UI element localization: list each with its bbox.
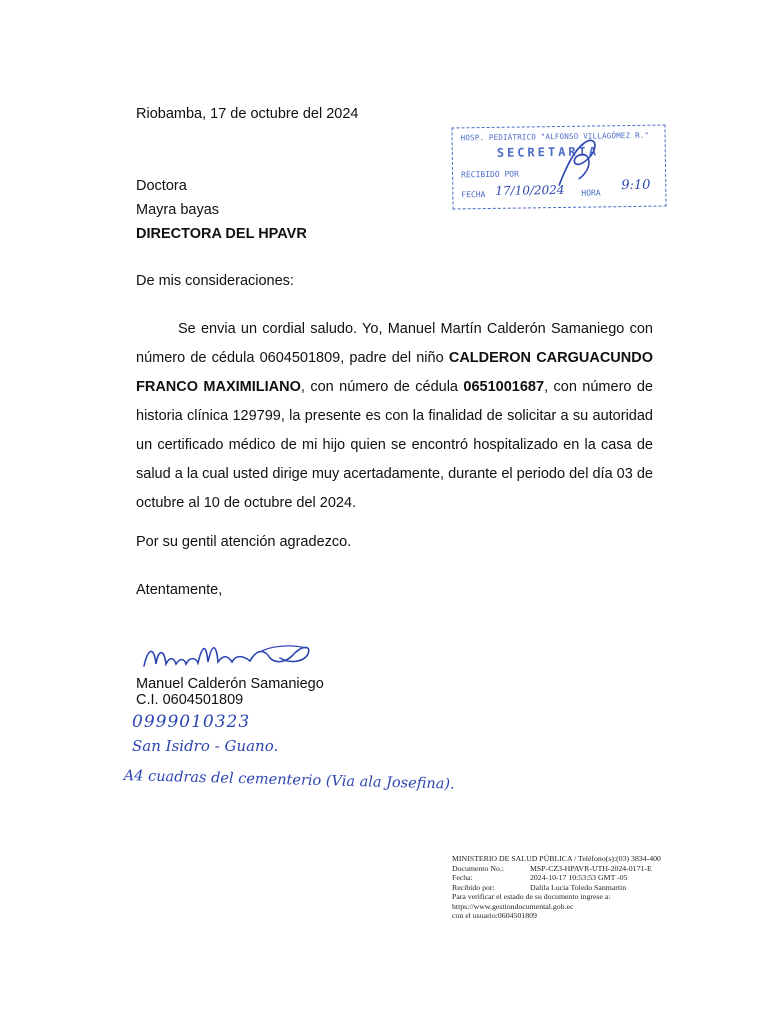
footer-received-value: Dalila Lucia Toledo Sanmartin <box>530 882 627 892</box>
stamp-date-value: 17/10/2024 <box>495 182 565 198</box>
child-name: CALDERON CARGUACUNDO FRANCO MAXIMILIANO <box>136 350 653 395</box>
footer-doc-label: Documento No.: <box>452 863 504 873</box>
recipient-role: DIRECTORA DEL HPAVR <box>136 226 307 242</box>
thanks-line: Por su gentil atención agradezco. <box>136 534 352 550</box>
handwritten-address-1: San Isidro - Guano. <box>132 737 279 755</box>
signature <box>140 636 320 676</box>
letter-body <box>136 315 653 518</box>
body-part-1: Se envia un cordial saludo. Yo, Manuel Martín Calderón Samaniego con número de cédula 0604501809, padre del niño <box>136 321 653 366</box>
place-date: Riobamba, 17 de octubre del 2024 <box>136 106 359 122</box>
footer-date-value: 2024-10-17 10:53:53 GMT -05 <box>530 873 628 882</box>
footer-doc-row <box>452 864 692 874</box>
recipient-name: Mayra bayas <box>136 202 220 218</box>
footer-received-label: Recibido por: <box>452 882 495 892</box>
child-id: 0651001687 <box>463 379 545 395</box>
body-part-3: , con número de historia clínica 129799, la presente es con la finalidad de solicitar a su autoridad un certificado médico de mi hijo quien se encontró hospitalizado en la casa de salud a la cual usted dirige muy acertadamente, durante el periodo del día 03 de octubre al 10 de octubre del 2024. <box>136 379 653 511</box>
stamp-time-label: HORA <box>581 188 601 198</box>
stamp-time-value: 9:10 <box>621 177 651 194</box>
body-part-2: , con número de cédula <box>300 379 464 395</box>
stamp-received-label: RECIBIDO POR <box>461 169 519 180</box>
greeting: De mis consideraciones: <box>136 273 294 289</box>
footer-verify: Para verificar el estado de su documento ingrese a: <box>452 892 611 901</box>
recipient-title: Doctora <box>136 178 187 194</box>
closing: Atentamente, <box>136 582 223 598</box>
stamp-date-label: FECHA <box>461 190 486 200</box>
handwritten-phone: 0999010323 <box>132 712 251 732</box>
reception-stamp <box>451 125 666 210</box>
stamp-initials <box>549 134 610 191</box>
signer-name: Manuel Calderón Samaniego <box>136 676 324 692</box>
signature-scribble <box>140 636 320 676</box>
footer-user: con el usuario:0604501809 <box>452 911 537 920</box>
handwritten-address-2: A4 cuadras del cementerio (Via ala Josefina). <box>123 768 455 793</box>
footer-date-label: Fecha: <box>452 873 473 882</box>
footer-doc-value: MSP-CZ3-HPAVR-UTH-2024-0171-E <box>530 863 652 873</box>
footer-received-row <box>452 883 692 893</box>
signer-id: C.I. 0604501809 <box>136 692 244 708</box>
footer-ministry: MINISTERIO DE SALUD PÚBLICA / Teléfono(s):(03) 3834-400 <box>452 854 661 863</box>
registry-footer <box>452 854 692 921</box>
footer-url: https://www.gestiondocumental.gob.ec <box>452 901 574 911</box>
stamp-header: HOSP. PEDIÁTRICO "ALFONSO VILLAGÓMEZ R." <box>460 130 650 143</box>
stamp-office: SECRETARÍA <box>496 144 600 160</box>
footer-date-row <box>452 873 692 883</box>
